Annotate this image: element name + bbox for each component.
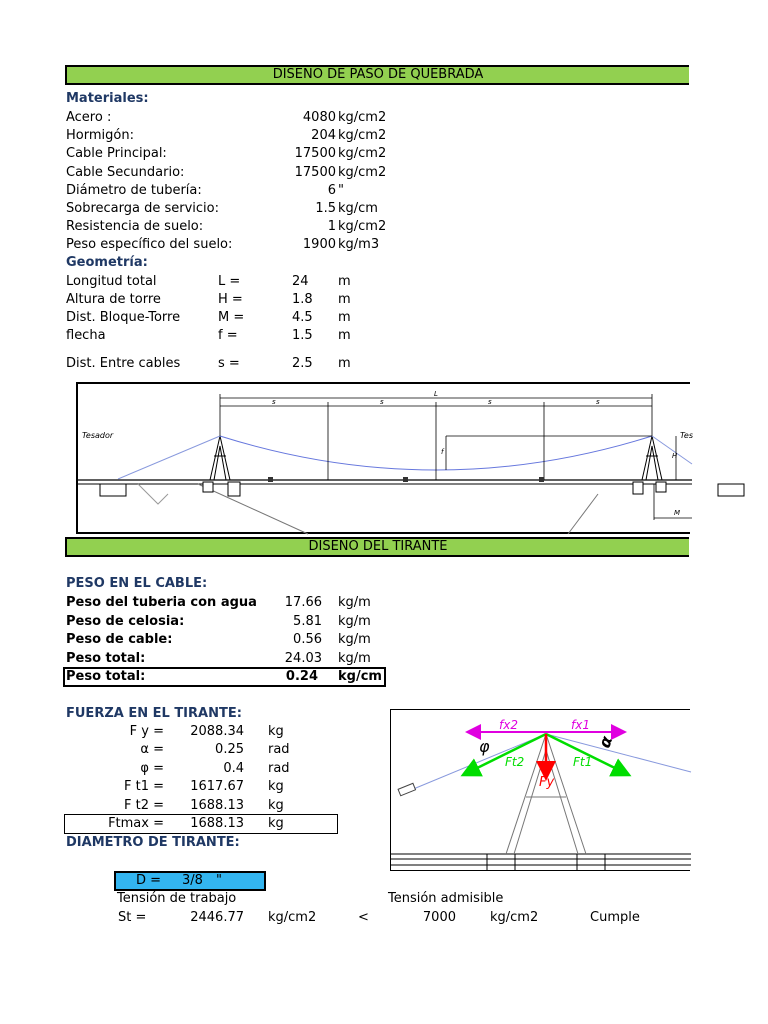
tesador-left-label: Tesador	[82, 431, 114, 440]
fx1-label: fx1	[571, 718, 590, 732]
fy-label: Fy	[539, 775, 555, 790]
geometria-symbol: f =	[218, 328, 238, 343]
geometria-header: Geometría:	[66, 255, 148, 270]
materiales-unit: kg/cm2	[338, 110, 387, 125]
materiales-label: Sobrecarga de servicio:	[66, 201, 219, 216]
materiales-unit: kg/cm2	[338, 146, 387, 162]
geometria-symbol: H =	[218, 292, 243, 307]
tesador-right-label: Tes	[680, 431, 693, 440]
geometria-label: Dist. Entre cables	[66, 356, 181, 371]
title-bar-1	[65, 65, 689, 85]
materiales-value: 204	[311, 128, 336, 144]
peso-total-cm-value: 0.24	[285, 669, 318, 684]
fuerza-unit: kg	[268, 779, 284, 795]
fuerza-value: 0.4	[223, 760, 244, 776]
admisible-value: 7000	[422, 910, 456, 925]
materiales-value: 1	[327, 219, 336, 235]
geometria-unit: m	[338, 310, 351, 325]
bridge-elevation-drawing	[76, 382, 693, 534]
fuerza-unit: kg	[268, 724, 284, 739]
materiales-label: Resistencia de suelo:	[66, 219, 204, 235]
title-bar-2	[65, 537, 689, 557]
dim-s-3: s	[488, 398, 492, 406]
materiales-label: Acero :	[66, 110, 112, 125]
materiales-label: Cable Secundario:	[66, 164, 185, 180]
peso-value: 24.03	[284, 650, 322, 666]
peso-value: 0.56	[293, 632, 322, 648]
fuerza-value: 2088.34	[190, 724, 244, 739]
dim-M: M	[674, 509, 681, 517]
materiales-unit: kg/cm2	[338, 128, 387, 144]
geometria-label: flecha	[66, 328, 106, 343]
materiales-value: 1.5	[315, 201, 336, 216]
geometria-label: Altura de torre	[66, 292, 161, 307]
geometria-value: 1.8	[292, 292, 313, 307]
bridge-elevation-svg	[78, 384, 692, 536]
fuerza-value: 1617.67	[190, 779, 244, 795]
fuerza-label: φ =	[140, 760, 164, 776]
dim-H: H	[672, 452, 678, 460]
geometria-unit: m	[338, 328, 351, 343]
peso-unit: kg/m	[338, 632, 371, 648]
peso-label: Peso de cable:	[66, 632, 173, 648]
materiales-value: 17500	[294, 164, 336, 180]
st-label: St =	[118, 910, 147, 925]
compare-sign: <	[358, 910, 369, 925]
geometria-value: 1.5	[292, 328, 313, 343]
title-2: DISEÑO DEL TIRANTE	[308, 539, 448, 554]
geometria-value: 24	[292, 274, 309, 289]
ft1-label: Ft1	[573, 755, 593, 769]
materiales-value: 1900	[302, 237, 336, 253]
materiales-unit: kg/cm	[338, 201, 378, 216]
geometria-symbol: M =	[218, 310, 245, 325]
fuerza-label: F t2 =	[123, 797, 164, 813]
materiales-label: Diámetro de tubería:	[66, 182, 202, 198]
materiales-value: 4080	[302, 110, 336, 125]
peso-label: Peso del tuberia con agua	[66, 595, 257, 610]
dim-f: f	[441, 448, 444, 456]
geometria-unit: m	[338, 292, 351, 307]
title-1: DISEÑO DE PASO DE QUEBRADA	[272, 67, 484, 82]
dim-s-2: s	[380, 398, 384, 406]
force-diagram-svg	[391, 710, 691, 872]
phi-label: φ	[479, 737, 490, 756]
fuerza-value: 0.25	[215, 742, 244, 758]
materiales-unit: kg/cm2	[338, 164, 387, 180]
dim-s-1: s	[272, 398, 276, 406]
geometria-value: 4.5	[292, 310, 313, 325]
fuerza-label: F y =	[129, 724, 164, 739]
peso-unit: kg/m	[338, 595, 371, 610]
materiales-unit: kg/cm2	[338, 219, 387, 235]
materiales-value: 6	[327, 182, 336, 198]
geometria-value: 2.5	[292, 356, 313, 371]
fuerza-label: α =	[140, 742, 164, 758]
geometria-label: Longitud total	[66, 274, 157, 289]
geometria-symbol: L =	[218, 274, 241, 289]
tension-trabajo-label: Tensión de trabajo	[117, 891, 237, 906]
fuerza-unit: rad	[268, 760, 290, 776]
peso-header: PESO EN EL CABLE:	[66, 576, 208, 591]
materiales-label: Peso específico del suelo:	[66, 237, 233, 253]
tension-admisible-label: Tensión admisible	[388, 891, 504, 906]
fuerza-value: 1688.13	[190, 797, 244, 813]
materiales-header: Materiales:	[66, 91, 149, 106]
peso-total-cm-label: Peso total:	[66, 669, 146, 684]
diametro-label: D =	[136, 873, 162, 888]
diametro-header: DIAMETRO DE TIRANTE:	[66, 835, 240, 850]
diametro-unit: "	[216, 873, 222, 888]
fx2-label: fx2	[499, 718, 518, 732]
materiales-value: 17500	[294, 146, 336, 162]
fuerza-label: F t1 =	[123, 779, 164, 795]
geometria-symbol: s =	[218, 356, 240, 371]
ftmax-unit: kg	[268, 816, 284, 831]
force-diagram	[390, 709, 690, 871]
materiales-unit: "	[338, 182, 344, 198]
peso-unit: kg/m	[338, 613, 371, 629]
peso-label: Peso total:	[66, 650, 146, 666]
ftmax-label: Ftmax =	[108, 816, 164, 831]
ft2-label: Ft2	[505, 755, 525, 769]
fuerza-unit: rad	[268, 742, 290, 758]
fuerza-unit: kg	[268, 797, 284, 813]
dim-L: L	[434, 390, 438, 398]
st-unit: kg/cm2	[268, 910, 317, 925]
peso-total-cm-unit: kg/cm	[338, 669, 382, 684]
materiales-label: Cable Principal:	[66, 146, 167, 162]
geometria-label: Dist. Bloque-Torre	[66, 310, 181, 325]
geometria-unit: m	[338, 274, 351, 289]
result-cumple: Cumple	[590, 910, 640, 925]
peso-value: 5.81	[293, 613, 322, 629]
materiales-label: Hormigón:	[66, 128, 134, 144]
alpha-label: α	[594, 733, 617, 751]
ftmax-value: 1688.13	[190, 816, 244, 831]
admisible-unit: kg/cm2	[490, 910, 539, 925]
geometria-unit: m	[338, 356, 351, 371]
diametro-value: 3/8	[182, 873, 203, 888]
materiales-unit: kg/m3	[338, 237, 380, 253]
peso-label: Peso de celosia:	[66, 613, 185, 629]
st-value: 2446.77	[190, 910, 244, 925]
peso-unit: kg/m	[338, 650, 371, 666]
peso-value: 17.66	[284, 595, 322, 610]
dim-s-4: s	[596, 398, 600, 406]
fuerza-header: FUERZA EN EL TIRANTE:	[66, 706, 242, 721]
